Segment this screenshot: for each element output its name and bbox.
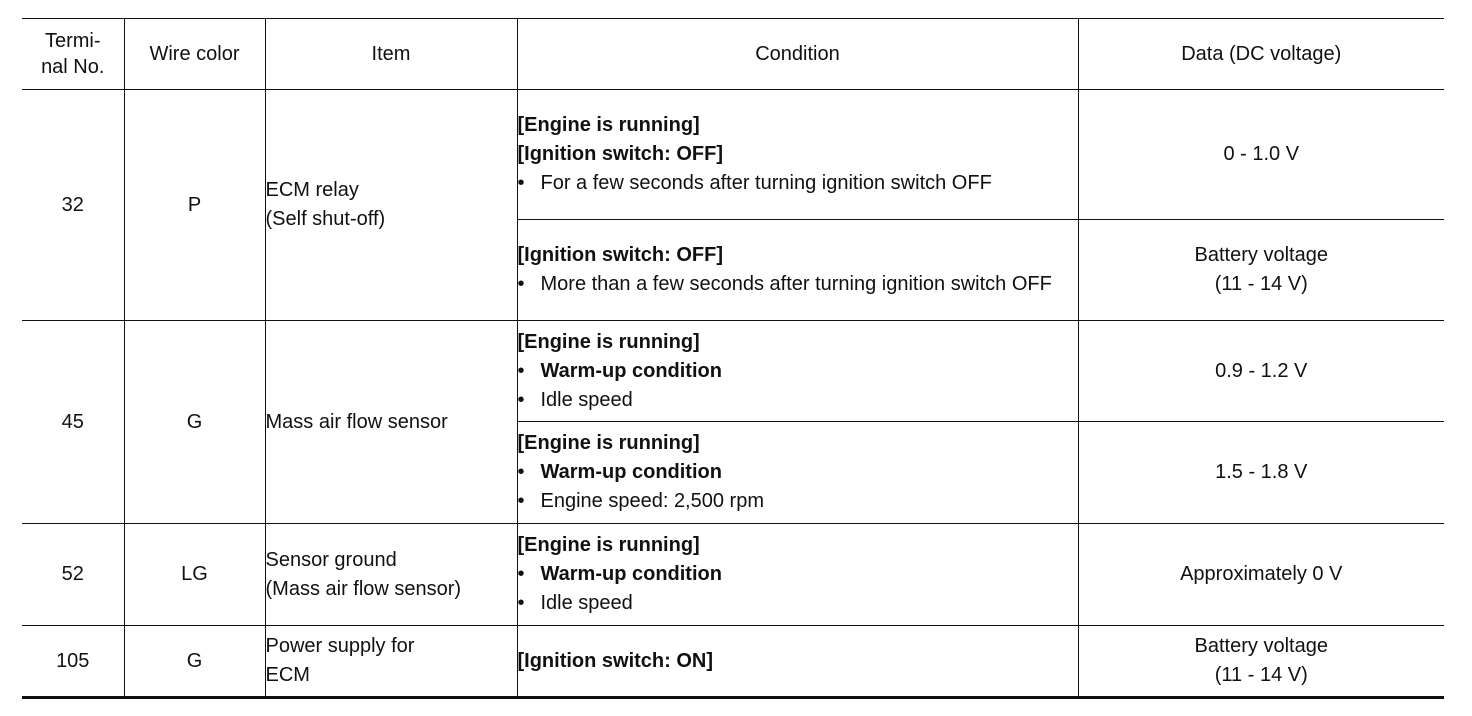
bullet-glyph: • [517, 388, 525, 411]
bullet-glyph: • [517, 490, 525, 512]
data-line: Battery voltage [1194, 244, 1328, 266]
data-line: Battery voltage [1194, 635, 1328, 657]
bullet-glyph: • [517, 592, 525, 614]
terminal-number: 45 [22, 321, 124, 524]
table-row [22, 626, 1444, 698]
header-condition: Condition [517, 19, 1078, 90]
bullet-text: Idle speed [540, 388, 633, 411]
condition-cell [517, 321, 1078, 422]
condition-bullet [518, 458, 1078, 487]
condition-heading: [Engine is running] [517, 114, 700, 136]
item-cell [265, 321, 517, 524]
data-value [1078, 220, 1444, 321]
header-terminal-line1: Termi- [44, 30, 101, 52]
bullet-glyph: • [517, 273, 525, 295]
header-row [22, 19, 1444, 90]
bullet-glyph: • [517, 563, 525, 585]
terminal-number: 105 [22, 626, 124, 698]
bullet-text: For a few seconds after turning ignition switch OFF [540, 172, 992, 194]
bullet-text: More than a few seconds after turning ignition switch OFF [540, 273, 1052, 295]
header-terminal [22, 19, 124, 90]
wire-color: LG [124, 524, 265, 626]
data-value: 0 - 1.0 V [1078, 90, 1444, 220]
condition-heading: [Engine is running] [517, 330, 700, 353]
condition-heading: [Engine is running] [517, 432, 700, 454]
condition-cell [517, 220, 1078, 321]
item-line: Sensor ground [265, 548, 397, 571]
data-value: Approximately 0 V [1078, 524, 1444, 626]
data-value: 0.9 - 1.2 V [1078, 321, 1444, 422]
bullet-text: Warm-up condition [540, 461, 722, 483]
bullet-text: Engine speed: 2,500 rpm [540, 490, 764, 512]
bullet-glyph: • [517, 359, 525, 382]
condition-bullet [518, 270, 1078, 299]
data-value: 1.5 - 1.8 V [1078, 422, 1444, 524]
data-line: (11 - 14 V) [1214, 273, 1308, 295]
condition-cell [517, 90, 1078, 220]
condition-heading: [Ignition switch: OFF] [517, 244, 724, 266]
bullet-glyph: • [517, 461, 525, 483]
condition-heading: [Ignition switch: OFF] [517, 143, 724, 165]
terminal-number: 32 [22, 90, 124, 321]
item-line: Mass air flow sensor [265, 410, 448, 433]
condition-bullet [518, 589, 1078, 618]
data-line: (11 - 14 V) [1214, 664, 1308, 686]
condition-bullet [518, 487, 1078, 516]
item-cell [265, 524, 517, 626]
table-row [22, 524, 1444, 626]
bullet-text: Warm-up condition [540, 359, 722, 382]
header-terminal-line2: nal No. [41, 56, 105, 78]
header-item: Item [265, 19, 517, 90]
condition-cell [517, 626, 1078, 698]
item-line: Power supply for [265, 635, 415, 657]
condition-heading: [Ignition switch: ON] [517, 649, 714, 672]
item-line: (Mass air flow sensor) [265, 577, 462, 600]
condition-bullet [518, 560, 1078, 589]
condition-cell [517, 422, 1078, 524]
table-row [22, 321, 1444, 422]
item-cell [265, 626, 517, 698]
ecm-terminal-table [22, 18, 1444, 699]
data-value [1078, 626, 1444, 698]
condition-bullet [518, 386, 1078, 415]
bullet-glyph: • [517, 172, 525, 194]
bullet-text: Warm-up condition [540, 563, 722, 585]
condition-heading: [Engine is running] [517, 534, 700, 556]
wire-color: G [124, 626, 265, 698]
terminal-number: 52 [22, 524, 124, 626]
wire-color: P [124, 90, 265, 321]
item-cell [265, 90, 517, 321]
table-row [22, 90, 1444, 220]
header-wire-color: Wire color [124, 19, 265, 90]
wire-color: G [124, 321, 265, 524]
item-line: ECM [265, 664, 310, 686]
condition-bullet [518, 357, 1078, 386]
condition-bullet [518, 169, 1078, 198]
header-data: Data (DC voltage) [1078, 19, 1444, 90]
condition-cell [517, 524, 1078, 626]
bullet-text: Idle speed [540, 592, 633, 614]
item-line: (Self shut-off) [265, 208, 386, 230]
item-line: ECM relay [265, 179, 359, 201]
